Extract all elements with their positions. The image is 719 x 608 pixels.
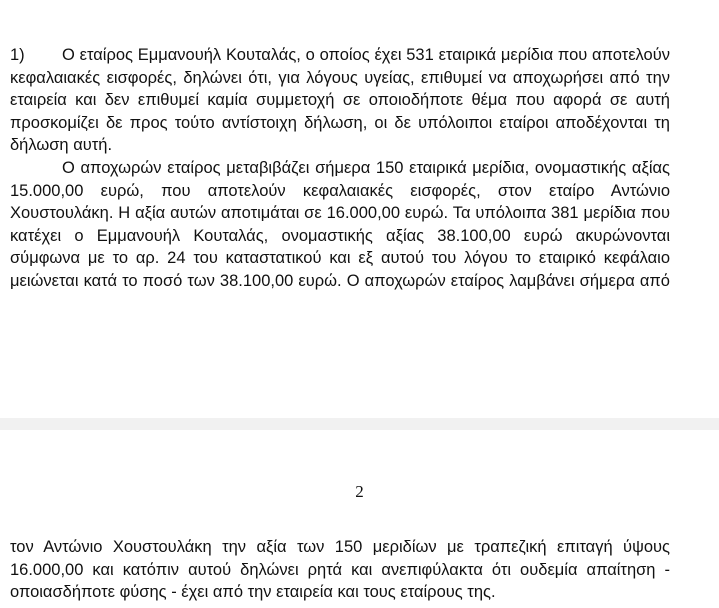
line-text: Ο αποχωρών εταίρος μεταβιβάζει σήμερα 150 εταιρικά μερίδια, ονομαστικής αξίας [62,158,670,177]
page-number: 2 [355,482,364,501]
text-line: σύμφωνα με το αρ. 24 του καταστατικού και εξ αυτού του λόγου το εταιρικό κεφάλαιο [10,249,670,268]
text-line: Χουστουλάκη. Η αξία αυτών αποτιμάται σε 16.000,00 ευρώ. Τα υπόλοιπα 381 μερίδια που [10,204,670,223]
text-line: εταιρεία και δεν επιθυμεί καμία συμμετοχή σε οποιοδήποτε θέμα που αφορά σε αυτή [10,91,670,110]
text-line: προσκομίζει δε προς τούτο αντίστοιχη δήλωση, οι δε υπόλοιποι εταίροι αποδέχονται τη [10,113,670,132]
line-text: Ο εταίρος Εμμανουήλ Κουταλάς, ο οποίος έχει 531 εταιρικά μερίδια που αποτελούν [62,46,670,64]
text-line: τον Αντώνιο Χουστουλάκη την αξία των 150 μεριδίων με τραπεζική επιταγή ύψους [10,538,670,556]
text-line: 16.000,00 και κατόπιν αυτού δηλώνει ρητά και ανεπιφύλακτα ότι ουδεμία απαίτηση - [10,560,670,579]
text-line [10,44,670,67]
text-line: οποιασδήποτε φύσης - έχει από την εταιρεία και τους εταίρους της. [10,583,496,602]
paragraph-number: 1) [10,46,25,64]
paragraph-continuation [10,536,670,604]
body-text-page-1 [10,44,670,293]
text-line: μειώνεται κατά το ποσό των 38.100,00 ευρώ. Ο αποχωρών εταίρος λαμβάνει σήμερα από [10,271,670,290]
text-line: κεφαλαιακές εισφορές, δηλώνει ότι, για λόγους υγείας, επιθυμεί να αποχωρήσει από την [10,68,670,87]
paragraph-2 [10,157,670,293]
text-line: δήλωση αυτή. [10,136,113,155]
body-text-page-2 [10,536,670,604]
text-line: κατέχει ο Εμμανουήλ Κουταλάς, ονομαστικής αξίας 38.100,00 ευρώ ακυρώνονται [10,226,670,245]
document-page-2 [0,430,719,608]
paragraph-1 [10,44,670,157]
text-line: 15.000,00 ευρώ, που αποτελούν κεφαλαιακές εισφορές, στον εταίρο Αντώνιο [10,181,670,200]
text-line [10,157,670,180]
